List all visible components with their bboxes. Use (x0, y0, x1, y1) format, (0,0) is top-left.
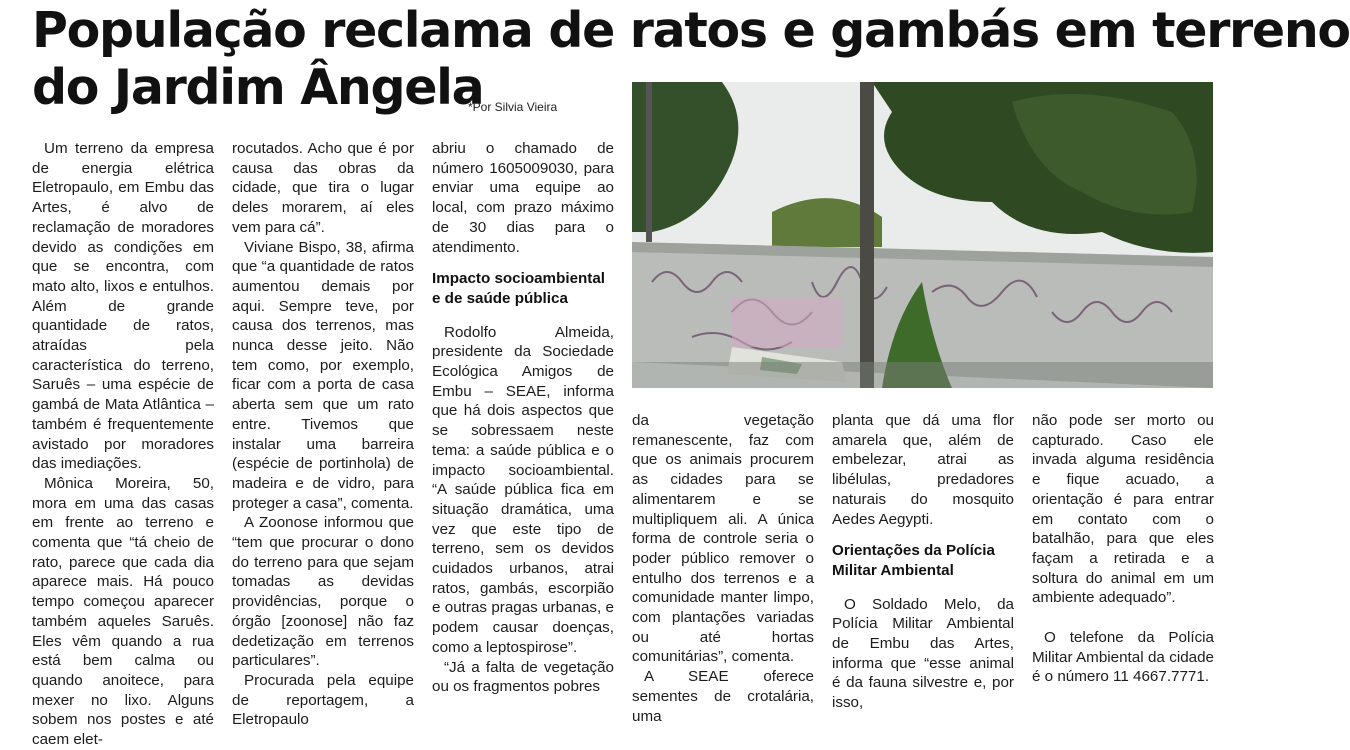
paragraph: O telefone da Polícia Militar Ambiental da cidade é o número 11 4667.7771. (1032, 629, 1214, 686)
paragraph: Procurada pela equipe de reportagem, a Eletropaulo (232, 671, 414, 729)
small-pole (646, 82, 652, 242)
paragraph: Um terreno da empresa de energia elétrica Eletropaulo, em Embu das Artes, é alvo de reclamação de moradores devido as condições em que se encontra, com mato alto, lixos e entulhos. Além de grande quantidade de ratos, atraídas pela característica do terreno, Saruês – uma espécie de gambá de Mata Atlântica – também é frequentemente avistado por moradores das imediações. (32, 140, 214, 473)
article-column-2 (232, 139, 414, 729)
paragraph: A SEAE oferece sementes de crotalária, uma (632, 668, 814, 725)
paragraph: O Soldado Melo, da Polícia Militar Ambiental de Embu das Artes, informa que “esse animal é da fauna silvestre e, por isso, (832, 595, 1014, 712)
paragraph: não pode ser morto ou capturado. Caso ele invada alguma residência e fique acuado, a orientação é para entrar em contato com o batalhão, para que eles façam a retirada e a soltura do animal em um ambiente adequado”. (1032, 412, 1214, 607)
article-column-6 (1032, 411, 1214, 706)
subheading-impact: Impacto socioambiental e de saúde pública (432, 270, 606, 307)
paragraph: Mônica Moreira, 50, mora em uma das casas em frente ao terreno e comenta que “tá cheio de rato, parece que cada dia aparece mais. Há pouco tempo começou aparecer também aqueles Saruês. Eles vêm quando a rua está bem calma ou quando anoitece, para mexer no lixo. Alguns sobem nos postes e até caem elet- (32, 474, 214, 749)
paragraph: Rodolfo Almeida, presidente da Sociedade Ecológica Amigos de Embu – SEAE, informa que há dois aspectos que se sobressaem neste tema: a saúde pública e o impacto socioambiental. “A saúde pública fica em situação dramática, uma vez que este tipo de terreno, sem os devidos cuidados urbanos, atrai ratos, gambás, escorpião e outras pragas urbanas, e podem causar doenças, como a leptospirose”. (432, 323, 614, 656)
article-photo (632, 82, 1213, 388)
utility-pole (860, 82, 874, 388)
paragraph: planta que dá uma flor amarela que, além de embelezar, atrai as libélulas, predadores naturais do mosquito Aedes Aegypti. (832, 412, 1014, 528)
article-column-5 (832, 411, 1014, 712)
headline-line-2: do Jardim Ângela (32, 59, 484, 116)
ground (632, 362, 1213, 388)
paragraph: “Já a falta de vegetação ou os fragmentos pobres (432, 658, 614, 696)
paragraph: A Zoonose informou que “tem que procurar o dono do terreno para que sejam tomadas as devidas providências, porque o órgão [zoonose] não faz dedetização em terrenos particulares”. (232, 514, 414, 670)
paragraph: da vegetação remanescente, faz com que os animais procurem as cidades para se alimentarem e se multipliquem ali. A única forma de controle seria o poder público remover o entulho dos terrenos e a comunidade manter limpo, com plantações variadas ou até hortas comunitárias”, comenta. (632, 412, 814, 666)
pink-graffiti (732, 297, 842, 347)
paragraph: rocutados. Acho que é por causa das obras da cidade, que tira o lugar deles morarem, aí eles vem para cá”. (232, 140, 414, 236)
subheading-orientations: Orientações da Polícia Militar Ambiental (832, 542, 995, 579)
photo-illustration (632, 82, 1213, 388)
headline-line-1: População reclama de ratos e gambás em terreno (32, 2, 1350, 59)
byline: *Por Silvia Vieira (468, 100, 558, 114)
paragraph: abriu o chamado de número 1605009030, para enviar uma equipe ao local, com prazo máximo de 30 dias para o atendimento. (432, 140, 614, 256)
article-column-4 (632, 411, 814, 725)
article-column-3 (432, 139, 614, 701)
article-column-1 (32, 139, 214, 749)
paragraph: Viviane Bispo, 38, afirma que “a quantidade de ratos aumentou demais por aqui. Sempre teve, por causa dos terrenos, mas nunca desse jeito. Não tem como, por exemplo, ficar com a porta de casa aberta sem que um rato entre. Tivemos que instalar uma barreira (espécie de portinhola) de madeira e de vidro, para proteger a casa”, comenta. (232, 238, 414, 512)
